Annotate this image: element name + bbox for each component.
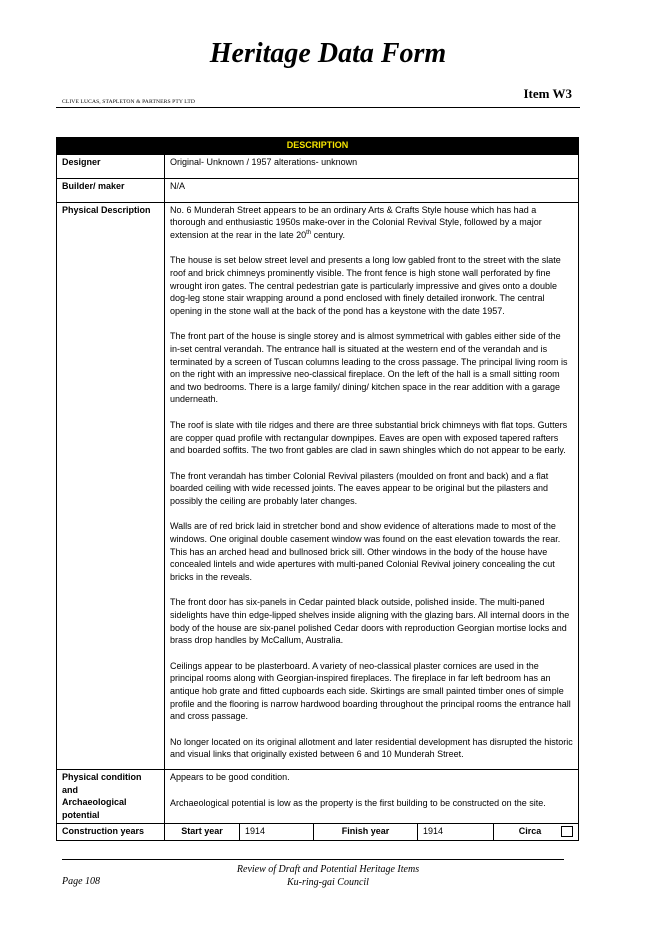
section-heading: DESCRIPTION: [57, 138, 579, 155]
finish-year-value[interactable]: 1914: [418, 824, 494, 841]
construction-years-label: Construction years: [57, 824, 165, 841]
circa-cell: [494, 824, 579, 841]
condition-value: [165, 769, 579, 823]
condition-label: Physical condition and Archaeological potential: [57, 769, 165, 823]
footer-line-1: Review of Draft and Potential Heritage Items: [236, 864, 420, 875]
archaeological-text: Archaeological potential is low as the property is the first building to be constructed on the site.: [170, 797, 546, 808]
designer-label: Designer: [57, 154, 165, 178]
designer-value: Original- Unknown / 1957 alterations- unknown: [165, 154, 579, 178]
physical-description-row: [57, 202, 579, 769]
description-paragraph: The roof is slate with tile ridges and there are three substantial brick chimneys with flat tops. Gutters are copper quad profile with rectangular downpipes. Eaves are open with exposed tapered rafters and boarded soffits. The two front gables are clad in sawn shingles which do not appear to be early.: [170, 419, 568, 456]
description-paragraph: The front door has six-panels in Cedar painted black outside, polished inside. The multi-paned sidelights have thin edge-lipped shelves inside aligning with the glazing bars. All internal doors in the body of the house are six-panel polished Cedar doors with reproduction Georgian mortise locks and brass drop handles by McCallum, Australia.: [170, 597, 570, 646]
designer-row: [57, 154, 579, 178]
description-paragraph: The front part of the house is single storey and is almost symmetrical with gables either side of the in-set central verandah. The entrance hall is situated at the western end of the verandah and is terminated by a screen of Tuscan columns leading to the cross passage. The principal living room is on the right with an impressive neo-classical fireplace. On the left of the hall is a small sitting room and two bedrooms. There is a large family/ dining/ kitchen space in the rear addition with a garage underneath.: [170, 331, 568, 405]
item-number: Item W3: [523, 86, 572, 101]
description-table: [56, 137, 579, 841]
builder-value: N/A: [165, 178, 579, 202]
header-divider: [56, 107, 580, 108]
description-paragraph: The front verandah has timber Colonial Revival pilasters (moulded on front and back) and a flat boarded ceiling with wide recessed joints. The eaves appear to be original but the pilasters and possibly the ceiling are probably later changes.: [170, 470, 549, 506]
condition-row: [57, 769, 579, 823]
builder-label: Builder/ maker: [57, 178, 165, 202]
description-paragraph: No. 6 Munderah Street appears to be an ordinary Arts & Crafts Style house which has had a thorough and enthusiastic 1950s make-over in the Colonial Revival Style, followed by a major extension at the rear in the late 20th century.: [170, 204, 542, 240]
page-number: Page 108: [62, 876, 101, 887]
start-year-value[interactable]: 1914: [240, 824, 314, 841]
builder-row: [57, 178, 579, 202]
form-title: Heritage Data Form: [209, 38, 447, 69]
start-year-label: Start year: [165, 824, 240, 841]
firm-name: CLIVE LUCAS, STAPLETON & PARTNERS PTY LTD: [62, 99, 195, 105]
physical-description-label: Physical Description: [57, 202, 165, 769]
circa-label: Circa: [518, 826, 542, 837]
description-paragraph: Walls are of red brick laid in stretcher bond and show evidence of alterations made to most of the windows. One original double casement window was found on the east elevation towards the rear. This has an arched head and bullnosed brick sill. Other windows in the body of the house have concealed lintels and wide apertures with multi-paned Colonial Revival joinery concealing the cut bricks in the reveals.: [170, 521, 561, 582]
construction-years-row: [57, 824, 579, 841]
description-paragraph: The house is set below street level and presents a long low gabled front to the street with the slate roof and brick chimneys prominently visible. The front fence is high stone wall perforated by fine wrought iron gates. The central pedestrian gate is particularly impressive and gives onto a double dog-leg stone stair wrapping around a pond enclosed with finely detailed ironwork. The central opening in the stone wall at the back of the pond has a keystone with the date 1957.: [170, 255, 561, 316]
description-paragraph: No longer located on its original allotment and later residential development has disrupted the historic and visual links that originally existed between 6 and 10 Munderah Street.: [170, 736, 573, 760]
condition-text: Appears to be good condition.: [170, 771, 290, 782]
footer-line-2: Ku-ring-gai Council: [287, 877, 369, 888]
finish-year-label: Finish year: [314, 824, 418, 841]
circa-checkbox[interactable]: [561, 826, 573, 837]
description-paragraph: Ceilings appear to be plasterboard. A variety of neo-classical plaster cornices are used in the principal rooms along with Georgian-inspired fireplaces. The fireplace in far left bedroom has an antique hob grate and fitted cupboards each side. Skirtings are small painted timber ones of simple profile and the flooring is narrow hardwood boarding throughout the principal rooms the entrance hall and cross passage.: [170, 660, 571, 722]
footer-divider: [62, 859, 564, 860]
physical-description-value: [165, 202, 579, 769]
